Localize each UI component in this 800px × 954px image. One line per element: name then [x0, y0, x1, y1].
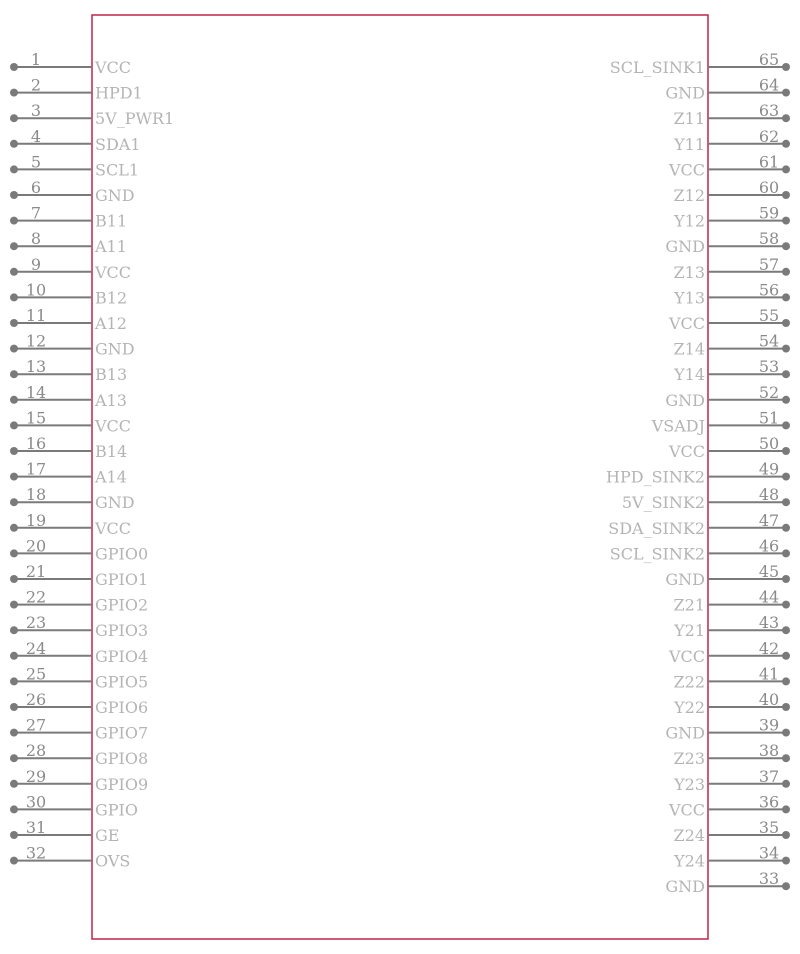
pin-46: [610, 536, 790, 563]
pin-name: Z24: [673, 826, 705, 845]
pin-endpoint-dot: [782, 293, 790, 301]
pin-number: 12: [25, 331, 47, 351]
pin-endpoint-dot: [782, 140, 790, 148]
pin-number: 60: [758, 178, 780, 197]
pin-50: [668, 434, 790, 461]
pin-number: 9: [30, 254, 42, 274]
pin-48: [622, 485, 790, 512]
pin-number: 40: [758, 690, 780, 709]
pin-37: [673, 767, 790, 794]
pin-name: Y14: [674, 365, 705, 385]
pin-name: A13: [95, 390, 127, 410]
pin-number: 26: [25, 690, 47, 709]
pin-name: HPD_SINK2: [606, 467, 705, 487]
pin-endpoint-dot: [10, 89, 18, 97]
pin-number: 63: [758, 101, 780, 121]
pin-13: [10, 357, 127, 384]
pin-number: 55: [758, 306, 780, 325]
pin-name: GPIO5: [95, 672, 149, 692]
pin-33: [665, 869, 790, 896]
pin-name: Z12: [673, 186, 705, 205]
pin-name: A14: [95, 467, 127, 487]
pin-endpoint-dot: [782, 601, 790, 609]
pin-53: [673, 357, 790, 384]
pin-22: [10, 588, 148, 615]
pin-15: [10, 408, 131, 435]
pin-5: [10, 152, 139, 179]
pin-name: B14: [95, 442, 128, 461]
pin-60: [674, 178, 790, 205]
pin-27: [10, 716, 148, 743]
pin-name: Y21: [674, 621, 705, 641]
pin-endpoint-dot: [10, 140, 18, 148]
pin-61: [668, 152, 790, 179]
pin-10: [10, 280, 127, 307]
pin-name: SDA1: [95, 134, 141, 154]
pin-63: [674, 101, 790, 128]
pin-name: GPIO: [95, 800, 138, 820]
pin-number: 28: [25, 741, 47, 761]
pin-name: B11: [95, 211, 128, 231]
pin-endpoint-dot: [782, 831, 790, 839]
pin-number: 22: [25, 587, 47, 607]
pin-name: Z14: [673, 339, 705, 359]
pin-number: 47: [758, 510, 780, 530]
pin-number: 34: [758, 843, 780, 863]
pin-endpoint-dot: [10, 447, 18, 455]
pin-endpoint-dot: [10, 217, 18, 225]
pin-name: GND: [665, 723, 705, 743]
pin-number: 44: [758, 587, 780, 607]
pin-number: 21: [25, 562, 47, 581]
pin-name: VCC: [668, 646, 705, 666]
pin-name: GND: [665, 83, 705, 103]
pin-endpoint-dot: [782, 703, 790, 711]
pin-name: SCL1: [95, 160, 140, 180]
pin-name: VSADJ: [651, 416, 705, 436]
pin-number: 8: [30, 229, 42, 249]
pin-endpoint-dot: [782, 217, 790, 225]
pin-endpoint-dot: [782, 447, 790, 455]
pin-name: B13: [95, 365, 128, 385]
pin-name: Y23: [674, 774, 705, 794]
pin-number: 37: [758, 766, 780, 786]
pin-name: GPIO1: [95, 570, 149, 589]
pin-number: 15: [25, 408, 47, 428]
pin-endpoint-dot: [10, 524, 18, 532]
pin-number: 25: [25, 664, 47, 684]
pin-name: GPIO3: [95, 621, 149, 641]
pin-endpoint-dot: [782, 857, 790, 865]
pin-endpoint-dot: [782, 191, 790, 199]
pin-number: 35: [758, 818, 780, 837]
pin-name: A11: [95, 237, 127, 257]
pin-24: [10, 639, 148, 666]
pin-34: [673, 844, 790, 871]
pin-endpoint-dot: [10, 549, 18, 557]
pin-name: SCL_SINK1: [609, 58, 705, 77]
pin-endpoint-dot: [10, 293, 18, 301]
pin-name: Y12: [674, 211, 705, 231]
pin-name: 5V_PWR1: [95, 109, 175, 129]
pin-number: 33: [758, 869, 780, 889]
pin-endpoint-dot: [10, 165, 18, 173]
pin-41: [674, 664, 790, 691]
pin-55: [668, 306, 790, 333]
pin-16: [10, 434, 127, 461]
pin-endpoint-dot: [782, 242, 790, 250]
pin-endpoint-dot: [782, 89, 790, 97]
pin-name: OVS: [95, 851, 131, 871]
pin-name: Z21: [673, 595, 705, 615]
pin-endpoint-dot: [10, 191, 18, 199]
pin-18: [10, 485, 135, 512]
pin-number: 7: [30, 203, 42, 223]
pin-endpoint-dot: [10, 677, 18, 685]
pin-endpoint-dot: [10, 754, 18, 762]
pin-62: [673, 127, 790, 154]
pin-4: [10, 127, 141, 154]
pin-28: [10, 741, 148, 768]
pin-name: GND: [665, 570, 705, 589]
pin-11: [10, 306, 127, 333]
pin-name: GND: [95, 493, 135, 513]
pin-endpoint-dot: [10, 857, 18, 865]
pin-endpoint-dot: [10, 498, 18, 506]
pin-endpoint-dot: [10, 114, 18, 122]
pin-9: [10, 255, 131, 282]
pin-endpoint-dot: [10, 780, 18, 788]
pin-endpoint-dot: [782, 626, 790, 634]
pin-number: 45: [758, 562, 780, 581]
pin-number: 14: [25, 382, 47, 402]
pin-endpoint-dot: [10, 268, 18, 276]
pin-name: GPIO6: [95, 698, 149, 717]
pin-endpoint-dot: [782, 677, 790, 685]
pin-endpoint-dot: [10, 319, 18, 327]
pin-endpoint-dot: [782, 652, 790, 660]
pin-number: 1: [30, 50, 42, 69]
pin-57: [674, 255, 790, 282]
pin-name: Y13: [674, 288, 705, 308]
pin-name: 5V_SINK2: [621, 493, 705, 513]
pin-name: GND: [665, 390, 705, 410]
pin-2: [10, 76, 143, 103]
pin-49: [606, 460, 790, 487]
pin-number: 27: [25, 715, 47, 735]
pin-name: VCC: [95, 518, 132, 538]
pin-endpoint-dot: [782, 370, 790, 378]
pin-name: GPIO9: [95, 774, 149, 794]
pin-endpoint-dot: [10, 652, 18, 660]
pin-endpoint-dot: [782, 63, 790, 71]
pin-endpoint-dot: [782, 268, 790, 276]
pin-endpoint-dot: [10, 345, 18, 353]
pin-7: [10, 204, 127, 231]
pin-endpoint-dot: [782, 165, 790, 173]
pin-endpoint-dot: [782, 319, 790, 327]
pin-number: 10: [25, 280, 47, 300]
pin-name: VCC: [95, 416, 132, 436]
pin-endpoint-dot: [782, 114, 790, 122]
pin-32: [10, 844, 130, 871]
pin-number: 18: [25, 485, 47, 505]
pin-name: Z13: [673, 262, 705, 282]
pin-number: 54: [758, 331, 780, 351]
pin-31: [10, 818, 119, 845]
pin-number: 16: [25, 434, 47, 453]
pin-endpoint-dot: [782, 524, 790, 532]
pin-number: 13: [25, 357, 47, 377]
pin-51: [651, 408, 790, 435]
pin-number: 48: [758, 485, 780, 505]
pin-43: [673, 613, 790, 640]
pin-1: [10, 50, 131, 77]
pin-endpoint-dot: [10, 242, 18, 250]
pin-number: 30: [25, 792, 47, 812]
pin-endpoint-dot: [782, 396, 790, 404]
pin-number: 39: [758, 715, 780, 735]
pin-name: Y24: [674, 851, 705, 871]
pin-17: [10, 460, 127, 487]
pin-name: Z11: [673, 109, 705, 129]
pin-number: 53: [758, 357, 780, 377]
pin-56: [673, 280, 790, 307]
pin-name: Y22: [674, 698, 705, 717]
pin-number: 46: [758, 536, 780, 556]
pin-name: SCL_SINK2: [609, 544, 705, 564]
pin-number: 65: [758, 50, 780, 69]
pin-number: 41: [758, 664, 780, 684]
pin-number: 49: [758, 459, 780, 479]
pin-name: Z22: [673, 672, 705, 692]
pin-30: [10, 792, 138, 819]
pin-name: A12: [95, 314, 127, 333]
pin-8: [10, 229, 127, 256]
pin-name: VCC: [668, 800, 705, 820]
pin-name: GND: [95, 339, 135, 359]
pin-endpoint-dot: [782, 882, 790, 890]
pin-endpoint-dot: [10, 831, 18, 839]
pin-36: [668, 792, 790, 819]
pin-number: 2: [30, 75, 42, 95]
pin-endpoint-dot: [782, 473, 790, 481]
pin-number: 52: [758, 382, 780, 402]
pin-endpoint-dot: [10, 626, 18, 634]
pin-21: [10, 562, 148, 589]
pin-number: 19: [25, 510, 47, 530]
pin-name: GE: [95, 826, 120, 845]
pin-6: [10, 178, 135, 205]
pin-endpoint-dot: [782, 345, 790, 353]
pin-25: [10, 664, 148, 691]
pin-number: 62: [758, 126, 780, 146]
pin-number: 11: [25, 306, 47, 325]
pin-12: [10, 332, 135, 359]
pin-name: VCC: [668, 160, 705, 180]
pin-number: 32: [25, 843, 47, 863]
pin-65: [610, 50, 790, 77]
pin-endpoint-dot: [782, 780, 790, 788]
pin-number: 59: [758, 203, 780, 223]
pin-name: VCC: [95, 58, 132, 77]
pin-20: [10, 536, 148, 563]
pin-endpoint-dot: [782, 575, 790, 583]
pin-endpoint-dot: [10, 421, 18, 429]
pin-number: 20: [25, 536, 47, 556]
pin-number: 23: [25, 613, 47, 633]
pin-26: [10, 690, 148, 717]
pin-19: [10, 511, 131, 538]
pin-54: [674, 332, 790, 359]
pin-endpoint-dot: [10, 575, 18, 583]
pin-44: [674, 588, 790, 615]
pin-number: 5: [30, 152, 42, 172]
pin-40: [673, 690, 790, 717]
pin-name: GND: [95, 186, 135, 205]
pin-number: 58: [758, 229, 780, 249]
pin-35: [674, 818, 790, 845]
pin-endpoint-dot: [10, 703, 18, 711]
pin-64: [665, 76, 790, 103]
pin-39: [665, 716, 790, 743]
pin-name: GND: [665, 877, 705, 897]
pin-29: [10, 767, 148, 794]
pin-52: [665, 383, 790, 410]
pin-number: 29: [25, 766, 47, 786]
pin-name: Y11: [674, 134, 705, 154]
pin-endpoint-dot: [10, 729, 18, 737]
pin-endpoint-dot: [782, 805, 790, 813]
pin-number: 36: [758, 792, 780, 812]
pin-58: [665, 229, 790, 256]
pin-name: GPIO8: [95, 749, 149, 769]
pin-59: [673, 204, 790, 231]
pin-name: GPIO4: [95, 646, 149, 666]
pin-47: [608, 511, 790, 538]
pin-name: SDA_SINK2: [608, 518, 705, 538]
pin-42: [668, 639, 790, 666]
pin-endpoint-dot: [782, 729, 790, 737]
right-pin-column: [606, 50, 790, 896]
pin-name: GPIO7: [95, 723, 149, 743]
pin-endpoint-dot: [10, 601, 18, 609]
pin-number: 61: [758, 152, 780, 172]
pin-number: 4: [30, 126, 42, 146]
pin-endpoint-dot: [10, 473, 18, 481]
pin-endpoint-dot: [10, 805, 18, 813]
pin-number: 3: [30, 101, 42, 121]
pin-name: HPD1: [95, 83, 143, 103]
pin-name: GPIO0: [95, 544, 149, 564]
pin-number: 42: [758, 638, 780, 658]
pin-14: [10, 383, 127, 410]
pin-endpoint-dot: [10, 370, 18, 378]
pin-number: 51: [758, 408, 780, 428]
pin-number: 64: [758, 75, 780, 95]
pin-name: VCC: [95, 262, 132, 282]
pin-name: VCC: [668, 314, 705, 333]
pin-name: GPIO2: [95, 595, 149, 615]
pin-number: 17: [25, 459, 47, 479]
pin-endpoint-dot: [782, 421, 790, 429]
pin-number: 57: [758, 254, 780, 274]
pin-endpoint-dot: [10, 63, 18, 71]
pin-name: GND: [665, 237, 705, 257]
pin-number: 6: [30, 178, 42, 197]
pin-name: Z23: [673, 749, 705, 769]
pin-endpoint-dot: [10, 396, 18, 404]
pin-23: [10, 613, 148, 640]
pin-45: [665, 562, 790, 589]
pin-name: B12: [95, 288, 128, 308]
pin-number: 24: [25, 638, 47, 658]
pin-endpoint-dot: [782, 549, 790, 557]
pin-38: [674, 741, 790, 768]
pin-name: VCC: [668, 442, 705, 461]
pin-endpoint-dot: [782, 754, 790, 762]
pin-number: 50: [758, 434, 780, 453]
pin-endpoint-dot: [782, 498, 790, 506]
pin-number: 56: [758, 280, 780, 300]
pin-number: 43: [758, 613, 780, 633]
pin-number: 38: [758, 741, 780, 761]
pin-number: 31: [25, 818, 47, 837]
